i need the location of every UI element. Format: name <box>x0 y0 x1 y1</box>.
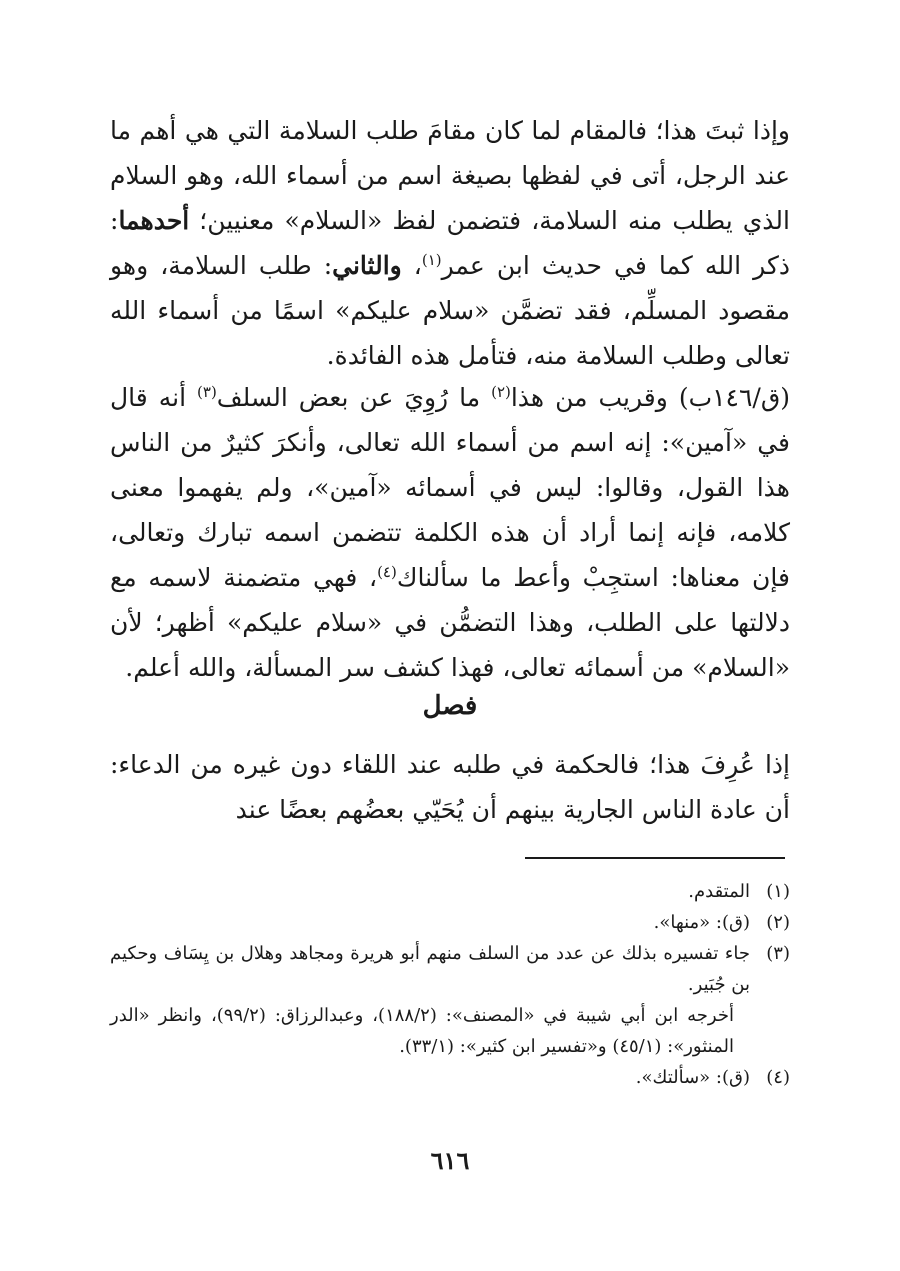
page-number: ٦١٦ <box>430 1146 470 1175</box>
footnote-ref-3[interactable]: (٣) <box>197 383 217 401</box>
p1-bold-first: أحدهما <box>118 206 190 235</box>
footnote-3 <box>110 938 790 1062</box>
footnote-ref-4[interactable]: (٤) <box>377 563 397 581</box>
p1-text-c: : ذكر الله كما في حديث ابن عمر <box>110 206 790 280</box>
p2-text-a: (ق/١٤٦ب) وقريب من هذا <box>510 383 790 412</box>
paragraph-3: إذا عُرِفَ هذا؛ فالحكمة في طلبه عند اللقاء دون غيره من الدعاء: أن عادة الناس الجارية بينهم أن يُحَيّي بعضُهم بعضًا عند <box>110 750 790 824</box>
footnote-4 <box>110 1062 790 1093</box>
footnote-text: جاء تفسيره بذلك عن عدد من السلف منهم أبو هريرة ومجاهد وهلال بن يِسَاف وحكيم بن جُبَير. <box>110 943 750 995</box>
paragraph-1 <box>110 108 790 378</box>
p2-text-b: ما رُوِيَ عن بعض السلف <box>216 383 492 412</box>
paragraph-2 <box>110 375 790 690</box>
footnote-source: أخرجه ابن أبي شيبة في «المصنف»: (١٨٨/٢)، وعبدالرزاق: (٩٩/٢)، وانظر «الدر المنثور»: (٤٥/١) و«تفسير ابن كثير»: (٣٣/١). <box>110 1005 734 1057</box>
p1-text-d: ، <box>401 251 422 280</box>
footnote-text: (ق): «سألتك». <box>635 1067 750 1088</box>
section-heading: فصل <box>422 691 478 721</box>
p1-text-a: وإذا ثبتَ هذا؛ فالمقام لما كان مقامَ طلب السلامة التي هي أهم ما عند الرجل، أتى في لفظها بصيغة اسم من أسماء الله، وهو السلام الذي يطلب منه السلامة، فتضمن لفظ «السلام» معنيين؛ <box>110 116 790 235</box>
footnote-text: المتقدم. <box>688 881 750 902</box>
footnote-ref-2[interactable]: (٢) <box>491 383 511 401</box>
footnote-number: (٣) <box>766 943 790 964</box>
footnote-ref-1[interactable]: (١) <box>421 251 442 269</box>
footnote-1 <box>110 876 790 907</box>
footnote-number: (١) <box>766 881 790 902</box>
footnote-2 <box>110 907 790 938</box>
p2-text-d: ، فهي متضمنة لاسمه مع دلالتها على الطلب، وهذا التضمُّن في «سلام عليكم» أظهر؛ لأن «السلام» من أسمائه تعالى، فهذا كشف سر المسألة، والله أعلم. <box>110 563 790 682</box>
footnote-number: (٢) <box>766 912 790 933</box>
p2-text-c: أنه قال في «آمين»: إنه اسم من أسماء الله تعالى، وأنكرَ كثيرٌ من الناس هذا القول، وقالوا: ليس في أسمائه «آمين»، ولم يفهموا معنى كلامه، فإنه إنما أراد أن هذه الكلمة تتضمن اسمه تبارك وتعالى، فإن معناها: استجِبْ وأعط ما سألناك <box>110 383 790 592</box>
footnote-separator <box>525 857 785 859</box>
footnote-number: (٤) <box>766 1067 790 1088</box>
p1-bold-second: والثاني <box>332 251 402 280</box>
p1-text-f: : طلب السلامة، وهو مقصود المسلِّم، فقد تضمَّن «سلام عليكم» اسمًا من أسماء الله تعالى وطلب السلامة منه، فتأمل هذه الفائدة. <box>110 251 790 370</box>
footnote-text: (ق): «منها». <box>653 912 750 933</box>
footnotes-list <box>110 876 790 1093</box>
